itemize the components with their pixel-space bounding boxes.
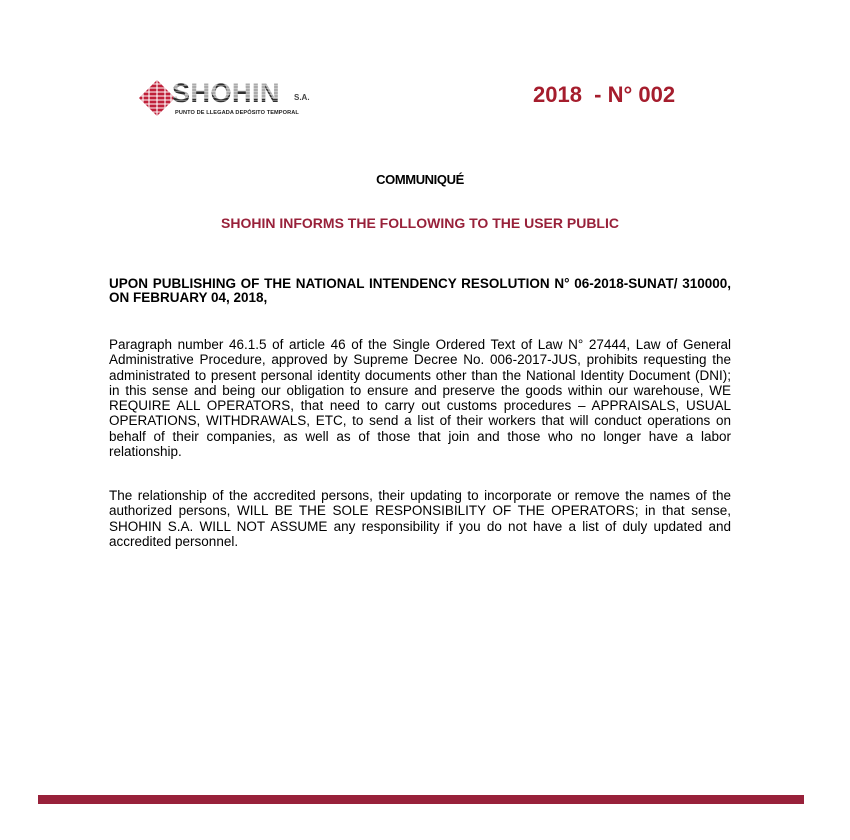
footer-bar (38, 795, 804, 804)
logo-wordmark: SHOHIN (172, 78, 281, 108)
logo-tagline: PUNTO DE LLEGADA DEPÓSITO TEMPORAL (175, 110, 299, 116)
body-paragraph-1: Paragraph number 46.1.5 of article 46 of the Single Ordered Text of Law N° 27444, Law of General Administrative Procedure, approved by Supreme Decree No. 006-2017-JUS, prohibits requesting the administrated to present personal identity documents other than the National Identity Document (DNI); in this sense and being our obligation to ensure and preserve the goods within our warehouse, WE REQUIRE ALL OPERATORS, that need to carry out customs procedures – APPRAISALS, USUAL OPERATIONS, WITHDRAWALS, ETC, to send a list of their workers that will conduct operations on behalf of their companies, as well as of those that join and those who no longer have a labor relationship. (109, 337, 731, 460)
document-title: COMMUNIQUÉ (376, 172, 464, 187)
diamond-logo-icon (137, 78, 177, 118)
logo-suffix: S.A. (294, 93, 310, 102)
company-logo (137, 78, 327, 122)
document-number: 2018 - N° 002 (533, 82, 676, 107)
document-subtitle: SHOHIN INFORMS THE FOLLOWING TO THE USER PUBLIC (221, 215, 619, 231)
resolution-heading: UPON PUBLISHING OF THE NATIONAL INTENDENCY RESOLUTION N° 06-2018-SUNAT/ 310000, ON FEBRUARY 04, 2018, (109, 276, 731, 305)
body-paragraph-2: The relationship of the accredited persons, their updating to incorporate or remove the names of the authorized persons, WILL BE THE SOLE RESPONSIBILITY OF THE OPERATORS; in that sense, SHOHIN S.A. WILL NOT ASSUME any responsibility if you do not have a list of duly updated and accredited personnel. (109, 488, 731, 549)
